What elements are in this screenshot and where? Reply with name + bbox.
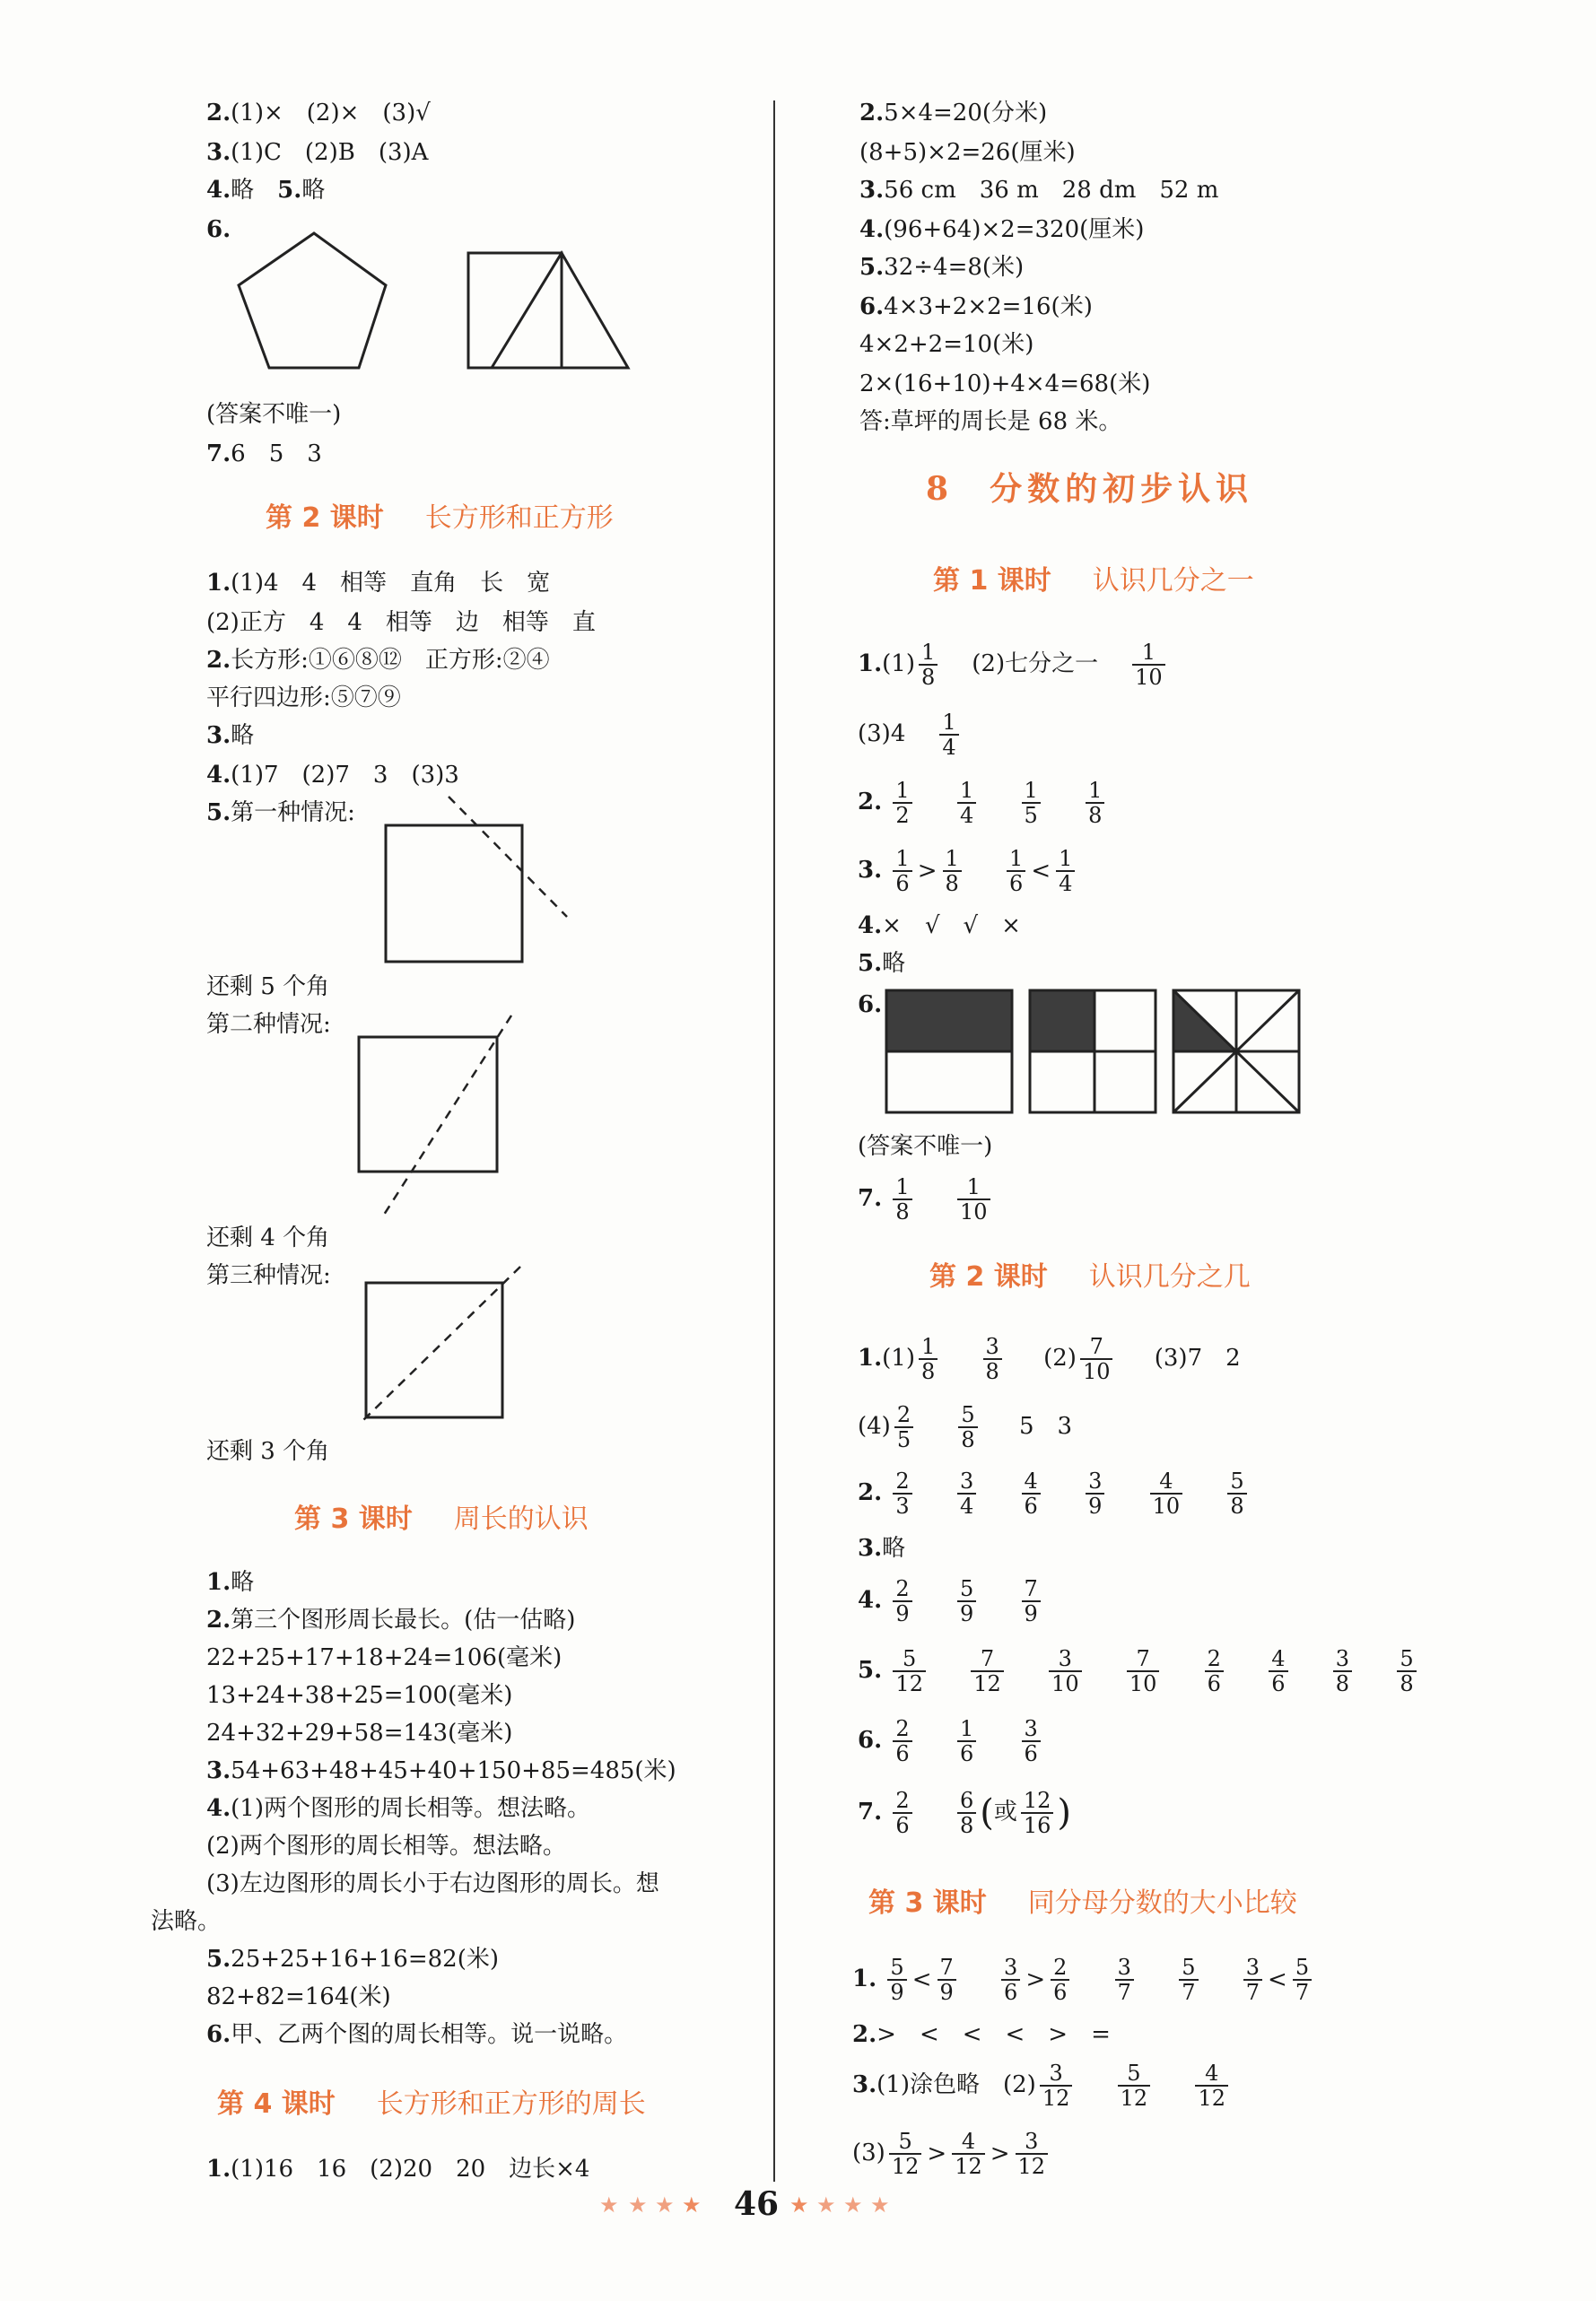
fraction: $\frac{2}{6}$ — [1205, 1647, 1224, 1695]
fraction: $\frac{1}{8}$ — [1086, 779, 1104, 827]
fraction: $\frac{12}{16}$ — [1021, 1789, 1054, 1837]
fraction: $\frac{4}{10}$ — [1150, 1469, 1183, 1518]
l3-line: (3)左边图形的周长小于右边图形的周长。想 — [206, 1870, 659, 1897]
l3-line: 6.甲、乙两个图的周长相等。说一说略。 — [206, 2021, 628, 2048]
case3-label: 第三种情况: — [206, 1262, 331, 1289]
fraction: $\frac{1}{4}$ — [957, 779, 976, 827]
case3-remain: 还剩 3 个角 — [206, 1438, 330, 1465]
fraction: $\frac{1}{4}$ — [1056, 847, 1075, 895]
l3-line: 82+82=164(米) — [206, 1983, 391, 2010]
r1-q3: 3. $\frac{1}{6}$ > $\frac{1}{8}$ $\frac{1}{6}$ < $\frac{1}{4}$ — [858, 845, 1078, 896]
fraction: $\frac{7}{10}$ — [1080, 1335, 1113, 1383]
fraction: $\frac{7}{10}$ — [1127, 1647, 1160, 1695]
l3-line: 3.54+63+48+45+40+150+85=485(米) — [206, 1757, 676, 1784]
fraction: $\frac{5}{8}$ — [1227, 1469, 1246, 1518]
fraction: $\frac{1}{8}$ — [943, 847, 962, 895]
fraction: $\frac{5}{12}$ — [893, 1647, 926, 1695]
r3-q3: 3.(1)涂色略 (2) $\frac{3}{12}$ $\frac{5}{12}$ $\frac{4}{12}$ — [852, 2060, 1232, 2110]
r-top-line: 2.5×4=20(分米) — [859, 100, 1048, 126]
fraction: $\frac{4}{12}$ — [952, 2130, 985, 2178]
left-q7: 7.6 5 3 — [206, 440, 322, 467]
fraction: $\frac{3}{6}$ — [1001, 1956, 1020, 2004]
fraction: $\frac{2}{6}$ — [1051, 1956, 1069, 2004]
left-q6-label: 6. — [206, 216, 231, 243]
r2-q2: 2. $\frac{2}{3}$ $\frac{3}{4}$ $\frac{4}{6}$ $\frac{3}{9}$ $\frac{4}{10}$ $\frac{5}{8}$ — [858, 1468, 1251, 1518]
fraction: $\frac{5}{9}$ — [957, 1577, 976, 1626]
r2-q6: 6. $\frac{2}{6}$ $\frac{1}{6}$ $\frac{3}{6}$ — [858, 1715, 1044, 1765]
fraction: $\frac{5}{12}$ — [889, 2130, 922, 2178]
fraction: $\frac{2}{3}$ — [893, 1469, 911, 1518]
fraction: $\frac{3}{7}$ — [1243, 1956, 1262, 2004]
fraction: $\frac{1}{6}$ — [893, 847, 911, 895]
l3-line: 5.25+25+16+16=82(米) — [206, 1946, 500, 1973]
fraction: $\frac{2}{9}$ — [893, 1577, 911, 1626]
fraction: $\frac{2}{5}$ — [894, 1403, 913, 1451]
fraction: $\frac{5}{12}$ — [1118, 2061, 1151, 2110]
r1-q4: 4.× √ √ × — [858, 912, 1021, 939]
l2-line: 2.长方形:①⑥⑧⑫ 正方形:②④ — [206, 647, 550, 674]
r-top-line: (8+5)×2=26(厘米) — [859, 139, 1076, 166]
r-top-line: 答:草坪的周长是 68 米。 — [859, 408, 1122, 435]
page-number: 46 — [734, 2185, 780, 2223]
fraction: $\frac{7}{9}$ — [938, 1956, 956, 2004]
case2-remain: 还剩 4 个角 — [206, 1225, 330, 1251]
half-shaded-rect — [886, 990, 1012, 1112]
r-lesson3-heading: 第 3 课时 同分母分数的大小比较 — [868, 1887, 1297, 1919]
fraction: $\frac{1}{8}$ — [893, 1175, 911, 1224]
fraction: $\frac{1}{8}$ — [919, 1335, 938, 1383]
unit8-heading: 8 分数的初步认识 — [926, 470, 1254, 508]
fraction: $\frac{1}{6}$ — [1007, 847, 1025, 895]
l2-line: (2)正方 4 4 相等 边 相等 直 — [206, 609, 596, 636]
fraction: $\frac{1}{10}$ — [1132, 641, 1165, 689]
r2-q1-4: (4) $\frac{2}{5}$ $\frac{5}{8}$ 5 3 — [858, 1402, 1073, 1452]
fraction: $\frac{3}{9}$ — [1086, 1469, 1104, 1518]
r1-q1: 1.(1) $\frac{1}{8}$ (2)七分之一 $\frac{1}{10}$ — [858, 639, 1169, 689]
fraction: $\frac{1}{2}$ — [893, 779, 911, 827]
l4-q1: 1.(1)16 16 (2)20 20 边长×4 — [206, 2156, 590, 2183]
l2-line: 1.(1)4 4 相等 直角 长 宽 — [206, 570, 551, 597]
fraction: $\frac{3}{7}$ — [1115, 1956, 1134, 2004]
l2-line: 5.第一种情况: — [206, 799, 355, 826]
l3-line: 2.第三个图形周长最长。(估一估略) — [206, 1607, 576, 1634]
r-lesson1-heading: 第 1 课时 认识几分之一 — [933, 565, 1254, 597]
star-icon: ★ — [599, 2192, 619, 2218]
star-icon: ★ — [870, 2192, 890, 2218]
l2-line: 4.(1)7 (2)7 3 (3)3 — [206, 762, 459, 789]
l2-line: 平行四边形:⑤⑦⑨ — [206, 684, 401, 711]
fraction: $\frac{1}{6}$ — [957, 1717, 976, 1765]
fraction: $\frac{5}{7}$ — [1293, 1956, 1312, 2004]
fraction: $\frac{3}{10}$ — [1049, 1647, 1082, 1695]
lesson2-heading: 第 2 课时 长方形和正方形 — [266, 502, 614, 534]
fraction: $\frac{4}{12}$ — [1195, 2061, 1228, 2110]
fraction: $\frac{4}{6}$ — [1022, 1469, 1041, 1518]
fraction: $\frac{4}{6}$ — [1269, 1647, 1287, 1695]
quarter-shaded-square — [1030, 990, 1156, 1112]
fraction: $\frac{7}{9}$ — [1022, 1577, 1041, 1626]
l3-line: 法略。 — [151, 1908, 222, 1935]
fraction: $\frac{1}{4}$ — [939, 710, 958, 759]
eighth-shaded-square — [1173, 990, 1299, 1112]
r1-q6-label: 6. — [858, 991, 883, 1018]
fraction: $\frac{3}{12}$ — [1040, 2061, 1073, 2110]
fraction: $\frac{1}{5}$ — [1022, 779, 1041, 827]
lesson3-heading: 第 3 课时 周长的认识 — [294, 1503, 589, 1535]
r2-q7: 7. $\frac{2}{6}$ $\frac{6}{8}$ (或 $\frac{12}{16}$ ) — [858, 1788, 1072, 1838]
l3-line: 13+24+38+25=100(毫米) — [206, 1682, 513, 1709]
l2-line: 3.略 — [206, 722, 255, 749]
left-q3: 3.(1)C (2)B (3)A — [206, 139, 429, 166]
l3-line: 22+25+17+18+24=106(毫米) — [206, 1644, 563, 1671]
fraction: $\frac{3}{6}$ — [1022, 1717, 1041, 1765]
r3-q1: 1. $\frac{5}{9}$ < $\frac{7}{9}$ $\frac{3}{6}$ > $\frac{2}{6}$ $\frac{3}{7}$ $\frac{5}{7}$ $\frac{3}{7}$ < $\frac{5}{7}$ — [852, 1954, 1315, 2005]
r2-q5: 5. $\frac{5}{12}$ $\frac{7}{12}$ $\frac{3}{10}$ $\frac{7}{10}$ $\frac{2}{6}$ $\frac{4}{6}$ $\frac{3}{8}$ $\frac{5}{8}$ — [858, 1645, 1420, 1695]
r1-q5: 5.略 — [858, 950, 906, 977]
star-icon: ★ — [682, 2192, 702, 2218]
fraction: $\frac{5}{8}$ — [958, 1403, 977, 1451]
r2-q4: 4. $\frac{2}{9}$ $\frac{5}{9}$ $\frac{7}{9}$ — [858, 1575, 1044, 1626]
star-icon: ★ — [816, 2192, 836, 2218]
fraction: $\frac{3}{4}$ — [957, 1469, 976, 1518]
r-top-line: 4×2+2=10(米) — [859, 331, 1034, 358]
lesson4-heading: 第 4 课时 长方形和正方形的周长 — [217, 2088, 646, 2120]
fraction: $\frac{5}{8}$ — [1397, 1647, 1416, 1695]
fraction: $\frac{2}{6}$ — [893, 1717, 911, 1765]
fraction: $\frac{3}{8}$ — [983, 1335, 1002, 1383]
fraction: $\frac{7}{12}$ — [971, 1647, 1004, 1695]
r2-q1: 1.(1) $\frac{1}{8}$ $\frac{3}{8}$ (2) $\frac{7}{10}$ (3)7 2 — [858, 1334, 1241, 1384]
star-icon: ★ — [655, 2192, 675, 2218]
r1-q7: 7. $\frac{1}{8}$ $\frac{1}{10}$ — [858, 1173, 994, 1224]
r-top-line: 2×(16+10)+4×4=68(米) — [859, 370, 1151, 397]
r-lesson2-heading: 第 2 课时 认识几分之几 — [929, 1261, 1251, 1293]
l3-line: (2)两个图形的周长相等。想法略。 — [206, 1833, 566, 1860]
left-q4-q5: 4.略 5.略 — [206, 177, 326, 204]
l3-line: 4.(1)两个图形的周长相等。想法略。 — [206, 1795, 590, 1822]
r-top-line: 5.32÷4=8(米) — [859, 254, 1025, 281]
fraction: $\frac{2}{6}$ — [893, 1789, 911, 1837]
fraction: $\frac{3}{8}$ — [1333, 1647, 1352, 1695]
r2-q3: 3.略 — [858, 1535, 906, 1562]
fraction: $\frac{1}{10}$ — [957, 1175, 990, 1224]
star-icon: ★ — [843, 2192, 863, 2218]
r3-q2: 2.> < < < > = — [852, 2021, 1111, 2048]
left-q2: 2.(1)× (2)× (3)√ — [206, 100, 431, 126]
fraction: $\frac{6}{8}$ — [957, 1789, 976, 1837]
r1-answer-note: (答案不唯一) — [858, 1133, 993, 1160]
fraction: $\frac{5}{7}$ — [1179, 1956, 1198, 2004]
r1-q2: 2. $\frac{1}{2}$ $\frac{1}{4}$ $\frac{1}{5}$ $\frac{1}{8}$ — [858, 777, 1108, 827]
left-answer-note: (答案不唯一) — [206, 401, 342, 428]
case1-remain: 还剩 5 个角 — [206, 973, 330, 1000]
r3-q3-3: (3) $\frac{5}{12}$ > $\frac{4}{12}$ > $\frac{3}{12}$ — [852, 2128, 1051, 2179]
fraction: $\frac{1}{8}$ — [919, 641, 938, 689]
l3-line: 1.略 — [206, 1569, 255, 1596]
r1-q1-3: (3)4 $\frac{1}{4}$ — [858, 709, 963, 759]
l3-line: 24+32+29+58=143(毫米) — [206, 1720, 513, 1747]
r-top-line: 4.(96+64)×2=320(厘米) — [859, 216, 1145, 243]
r-top-line: 3.56 cm 36 m 28 dm 52 m — [859, 177, 1219, 204]
star-icon: ★ — [628, 2192, 648, 2218]
star-icon: ★ — [789, 2192, 809, 2218]
fraction: $\frac{3}{12}$ — [1016, 2130, 1049, 2178]
case2-label: 第二种情况: — [206, 1011, 331, 1038]
r-top-line: 6.4×3+2×2=16(米) — [859, 293, 1093, 320]
fraction: $\frac{5}{9}$ — [887, 1956, 906, 2004]
